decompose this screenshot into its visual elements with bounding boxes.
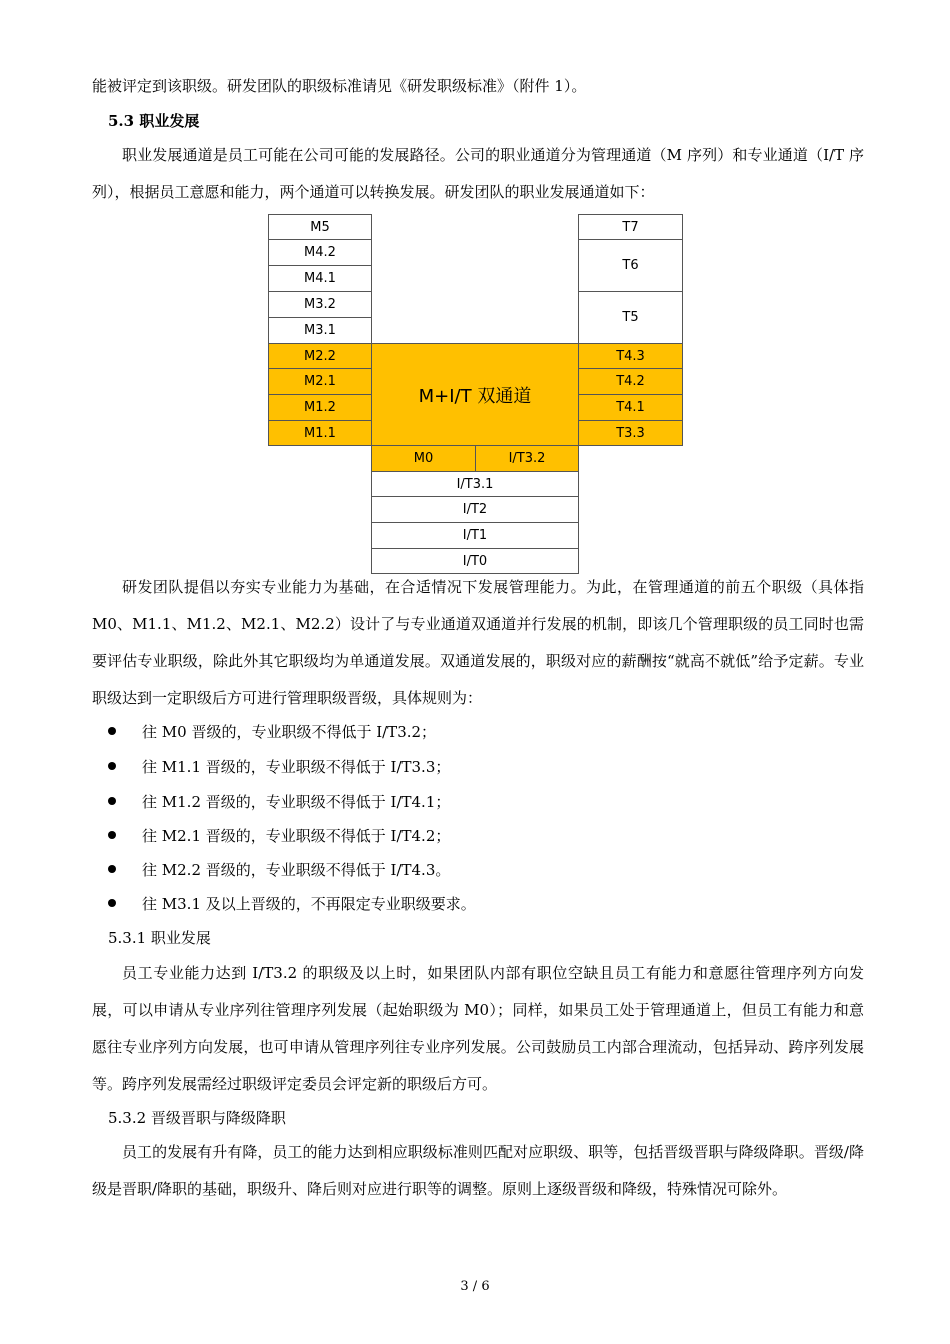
bullet-icon <box>108 899 116 907</box>
paragraph-career-development: 员工专业能力达到 I/T3.2 的职级及以上时，如果团队内部有职位空缺且员工有能力和意愿往管理序列方向发展，可以申请从专业序列往管理序列发展（起始职级为 M0）；同样，如果员工处于管理通道上，但员工有能力和意愿往专业序列方向发展，也可申请从管理序列往专业序列发展。公司鼓励员工内部合理流动，包括异动、跨序列发展等。跨序列发展需经过职级评定委员会评定新的职级后方可。 <box>92 964 864 1093</box>
paragraph-promotion-demotion: 员工的发展有升有降，员工的能力达到相应职级标准则匹配对应职级、职等，包括晋级晋职与降级降职。晋级/降级是晋职/降职的基础，职级升、降后则对应进行职等的调整。原则上逐级晋级和降级，特殊情况可除外。 <box>92 1143 864 1198</box>
bullet-item: 往 M2.2 晋级的，专业职级不得低于 I/T4.3。 <box>108 860 450 880</box>
section-title: 5.3 职业发展 <box>108 112 200 130</box>
m-cell-m3-2: M3.2 <box>268 292 372 318</box>
bullet-icon <box>108 831 116 839</box>
bullet-icon <box>108 727 116 735</box>
page-number: 3 / 6 <box>460 1279 490 1294</box>
t-cell-t3-3: T3.3 <box>578 421 683 446</box>
t-cell-t4-2: T4.2 <box>578 369 683 395</box>
cell-it3-2: I/T3.2 <box>475 446 579 472</box>
m-cell-m4-1: M4.1 <box>268 266 372 292</box>
paragraph-career-channels: 职业发展通道是员工可能在公司可能的发展路径。公司的职业通道分为管理通道（M 序列）和专业通道（I/T 序列），根据员工意愿和能力，两个通道可以转换发展。研发团队的职业发展通道如下： <box>92 146 864 201</box>
m-cell-m1-2: M1.2 <box>268 395 372 421</box>
subsection-title-promotion: 5.3.2 晋级晋职与降级降职 <box>108 1109 286 1127</box>
m-cell-m2-2: M2.2 <box>268 343 372 369</box>
cell-m0: M0 <box>371 446 476 472</box>
t-cell-t4-3: T4.3 <box>578 343 683 369</box>
m-cell-m2-1: M2.1 <box>268 369 372 395</box>
cell-it3-1: I/T3.1 <box>371 471 579 497</box>
paragraph-dual-channel-policy: 研发团队提倡以夯实专业能力为基础，在合适情况下发展管理能力。为此，在管理通道的前五个职级（具体指 M0、M1.1、M1.2、M2.1、M2.2）设计了与专业通道双通道并行发展的机制，即该几个管理职级的员工同时也需要评估专业职级，除此外其它职级均为单通道发展。双通道发展的，职级对应的薪酬按“就高不就低”给予定薪。专业职级达到一定职级后方可进行管理职级晋级，具体规则为： <box>92 578 864 707</box>
t-cell-t5: T5 <box>578 292 683 344</box>
bullet-item: 往 M3.1 及以上晋级的，不再限定专业职级要求。 <box>108 894 476 914</box>
bullet-icon <box>108 797 116 805</box>
t-cell-t4-1: T4.1 <box>578 395 683 421</box>
cell-it2: I/T2 <box>371 497 579 523</box>
bullet-icon <box>108 762 116 770</box>
bullet-icon <box>108 865 116 873</box>
dual-channel-block: M+I/T 双通道 <box>371 343 579 446</box>
cell-it0: I/T0 <box>371 549 579 574</box>
bullet-item: 往 M2.1 晋级的，专业职级不得低于 I/T4.2； <box>108 826 450 846</box>
m-cell-m5: M5 <box>268 214 372 240</box>
subsection-title-career: 5.3.1 职业发展 <box>108 929 211 947</box>
t-cell-t6: T6 <box>578 240 683 292</box>
m-cell-m4-2: M4.2 <box>268 240 372 266</box>
bullet-item: 往 M0 晋级的，专业职级不得低于 I/T3.2； <box>108 722 436 742</box>
bullet-item: 往 M1.1 晋级的，专业职级不得低于 I/T3.3； <box>108 757 450 777</box>
m-cell-m1-1: M1.1 <box>268 421 372 446</box>
bullet-item: 往 M1.2 晋级的，专业职级不得低于 I/T4.1； <box>108 792 450 812</box>
m-cell-m3-1: M3.1 <box>268 318 372 344</box>
intro-line: 能被评定到该职级。研发团队的职级标准请见《研发职级标准》（附件 1）。 <box>92 77 587 95</box>
t-cell-t7: T7 <box>578 214 683 240</box>
cell-it1: I/T1 <box>371 523 579 549</box>
